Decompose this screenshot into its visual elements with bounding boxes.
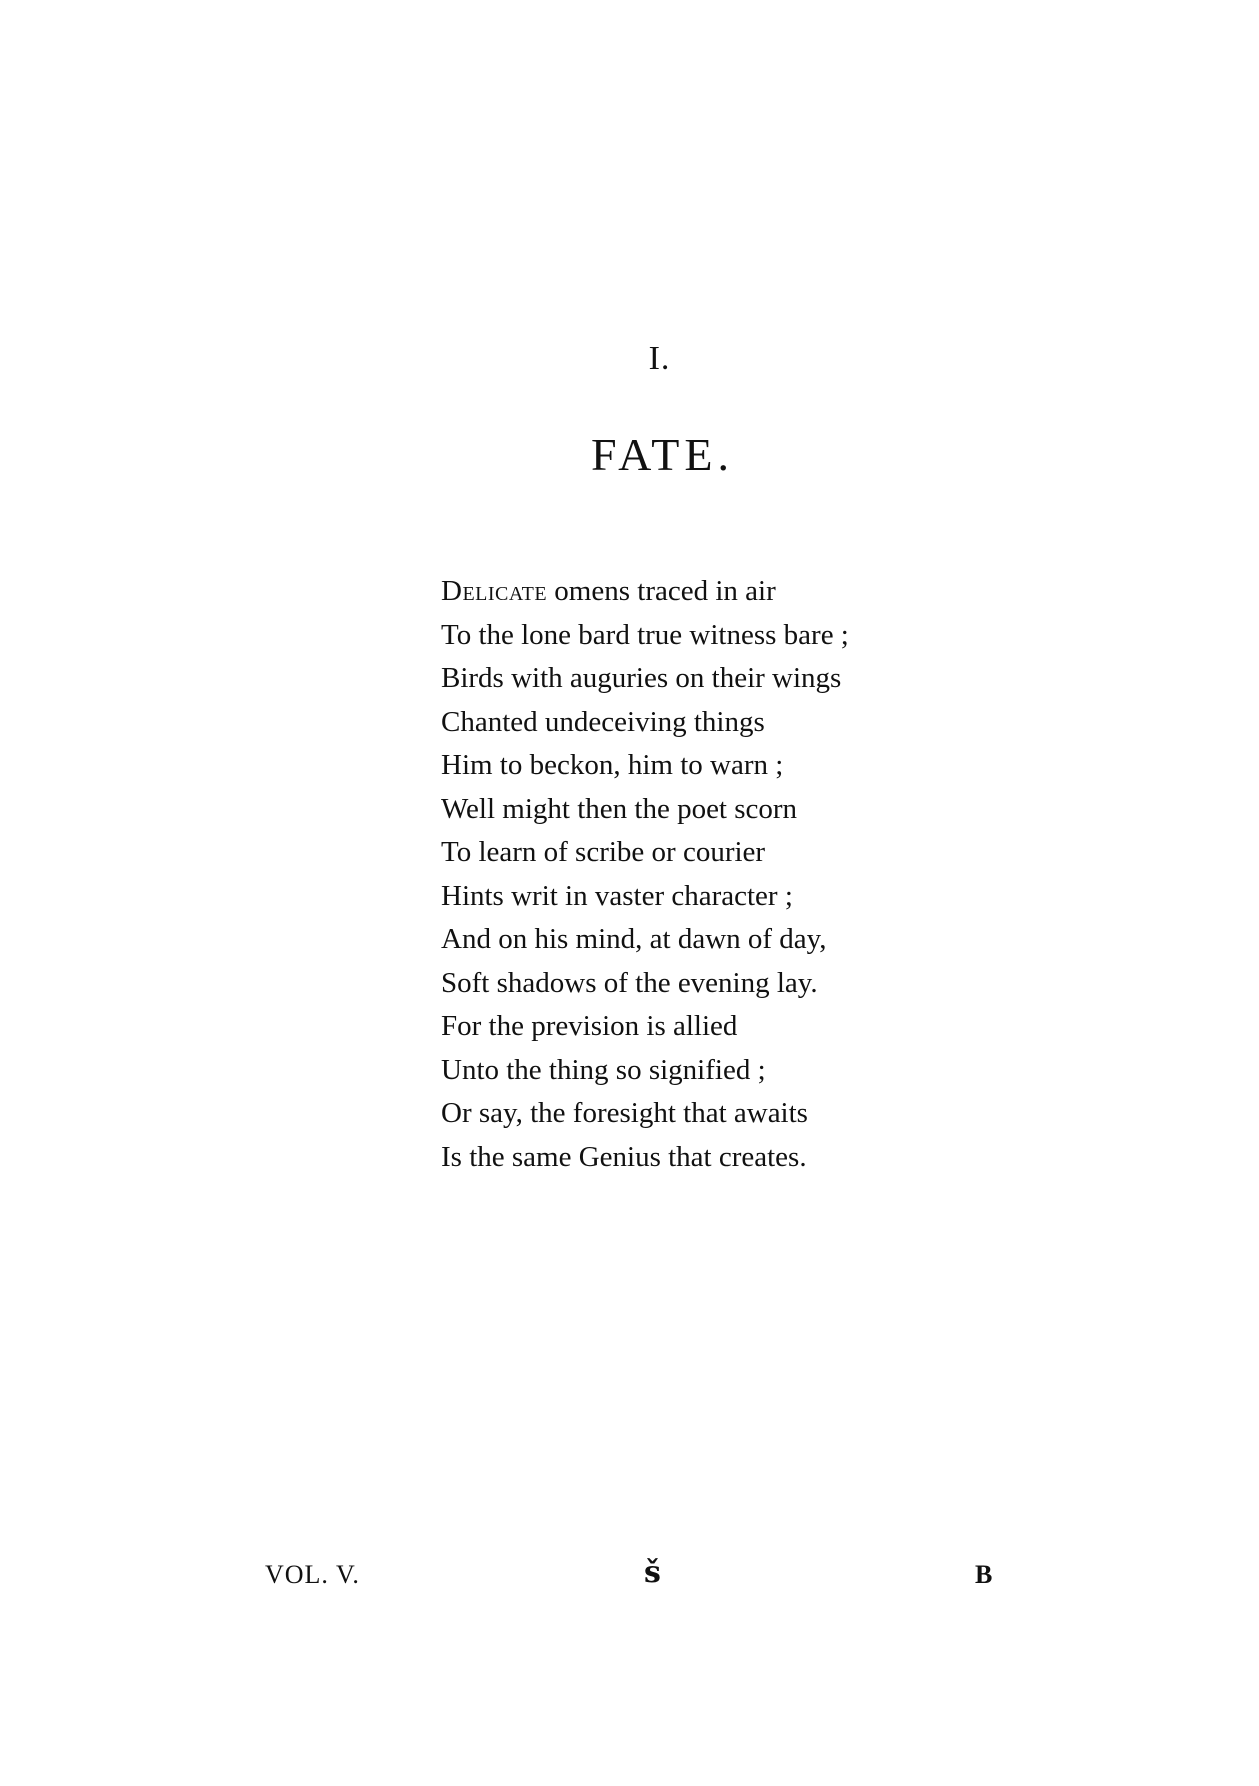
poem-first-line-rest: omens traced in air [547,575,776,607]
footer-printer-mark: š [644,1555,662,1590]
poem-first-word: Delicate [441,575,548,607]
poem-line: Soft shadows of the evening lay. [441,966,818,999]
poem-line: Or say, the foresight that awaits [441,1097,808,1129]
chapter-number: I. [648,340,671,377]
chapter-title: FATE. [591,429,734,480]
poem [441,570,1001,1179]
poem-line: To learn of scribe or courier [441,836,766,868]
poem-line: Well might then the poet scorn [441,792,798,825]
poem-line: To the lone bard true witness bare ; [441,618,849,651]
footer-volume: VOL. V. [265,1560,360,1589]
poem-line: Unto the thing so signified ; [441,1053,766,1086]
poem-line [441,570,1001,614]
poem-line: Birds with auguries on their wings [441,662,842,694]
poem-line: And on his mind, at dawn of day, [441,923,827,955]
poem-line: Is the same Genius that creates. [441,1140,807,1173]
poem-line: Hints writ in vaster character ; [441,879,793,912]
footer-signature-mark: B [975,1560,994,1589]
poem-line: For the prevision is allied [441,1010,738,1042]
poem-line: Chanted undeceiving things [441,705,765,738]
poem-line: Him to beckon, him to warn ; [441,749,784,781]
